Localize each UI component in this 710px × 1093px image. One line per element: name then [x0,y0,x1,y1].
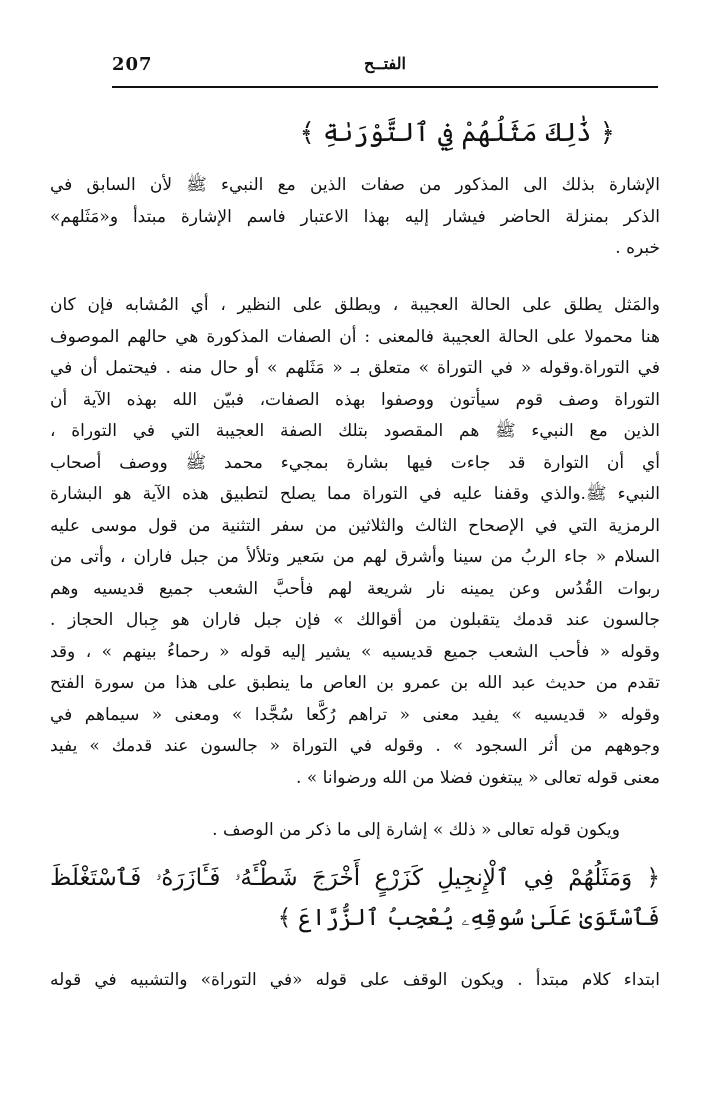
text-line: الإشارة بذلك الى المذكور من صفات الذين مع النبيء ﷺ لأن السابق في [50,175,660,195]
verse-line: ﴿ وَمَثَلُهُمْ فِي ٱلْإِنجِيلِ كَزَرْعٍ أَخْرَجَ شَطْـَٔهُۥ فَـَٔازَرَهُۥ فَٱسْتَغْلَظَ [50,865,660,891]
text-line: النبيء ﷺ.والذي وقفنا عليه في التوراة مما يصلح لتطبيق هذه الآية هو البشارة [50,484,660,504]
text-line: وجوههم من أثر السجود » . وقوله في التوراة « جالسون عند قدمك » يفيد [50,736,660,756]
paragraph-1 [50,170,660,265]
text-line: أي أن التوارة قد جاءت فيها بشارة بمجيء محمد ﷺ ووصف أصحاب [50,452,660,473]
text-line: الذكر بمنزلة الحاضر فيشار إليه بهذا الاعتبار فاسم الإشارة مبتدأ و«مَثَلهم» [50,206,660,227]
text-line: والمَثل يطلق على الحالة العجيبة ، ويطلق على النظير ، أي المُشابه فإن كان [50,295,660,315]
text-line: السلام « جاء الربُ من سينا وأشرق لهم من سَعير وتلألأ من جبل فاران ، وأتى من [50,547,660,567]
text-line: ربوات القُدُس وعن يمينه نار شريعة لهم فأحبَّ الشعب جميع قديسيه وهم [50,578,660,599]
paragraph-4 [50,965,660,997]
paragraph-3 [50,815,660,847]
text-line: وقوله « فأحب الشعب جميع قديسيه » يشير إليه قوله « رحماءُ بينهم » ، وقد [50,641,660,662]
paragraph-2 [50,290,660,794]
text-line: جالسون عند قدمك يتقبلون من أقوالك » فإن جبل فاران هو جِبال الحجاز . [50,610,660,630]
text-line: ابتداء كلام مبتدأ . ويكون الوقف على قوله «في التوراة» والتشبيه في قوله [50,970,660,990]
text-line: الذين مع النبيء ﷺ هم المقصود بتلك الصفة العجيبة التي في التوراة ، [50,421,660,441]
text-line: معنى قوله تعالى « يبتغون فضلا من الله ورضوانا » . [296,767,660,788]
verse-line: فَٱسْتَوَىٰ عَلَىٰ سُوقِهِۦ يُعْجِبُ ٱلزُّرَّاعَ ﴾ [277,905,660,931]
text-line: التوراة وصف قوم سيأتون ووصفوا بهذه الصفات، فبيّن الله بهذه الآية أن [50,389,660,410]
verse-heading: ﴿ ذَٰلِكَ مَثَلُهُمْ فِي ٱلتَّوْرَىٰةِ ﴾ [299,118,615,148]
page-number: 207 [112,54,153,75]
page-header [112,52,658,88]
text-line: هنا محمولا على الحالة العجيبة فالمعنى : أن الصفات المذكورة هي حالهم الموصوف [50,326,660,347]
quran-verse-block [50,858,660,938]
text-line: خبره . [615,238,660,258]
running-title: الفتــح [364,54,406,73]
text-line: ويكون قوله تعالى « ذلك » إشارة إلى ما ذكر من الوصف . [212,820,620,840]
text-line: الرمزية التي في الإصحاح الثالث والثلاثين من سفر التثنية من قول موسى عليه [50,515,660,536]
text-line: في التوراة.وقوله « في التوراة » متعلق بـ « مَثَلهم » أو حال منه . فيحتمل أن في [50,358,660,378]
text-line: تقدم من حديث عبد الله بن عمرو بن العاص ما ينطبق على هذا من سورة الفتح [50,673,660,693]
text-line: وقوله « قديسيه » يفيد معنى « تراهم رُكَّعا سُجَّدا » ومعنى « سيماهم في [50,704,660,725]
